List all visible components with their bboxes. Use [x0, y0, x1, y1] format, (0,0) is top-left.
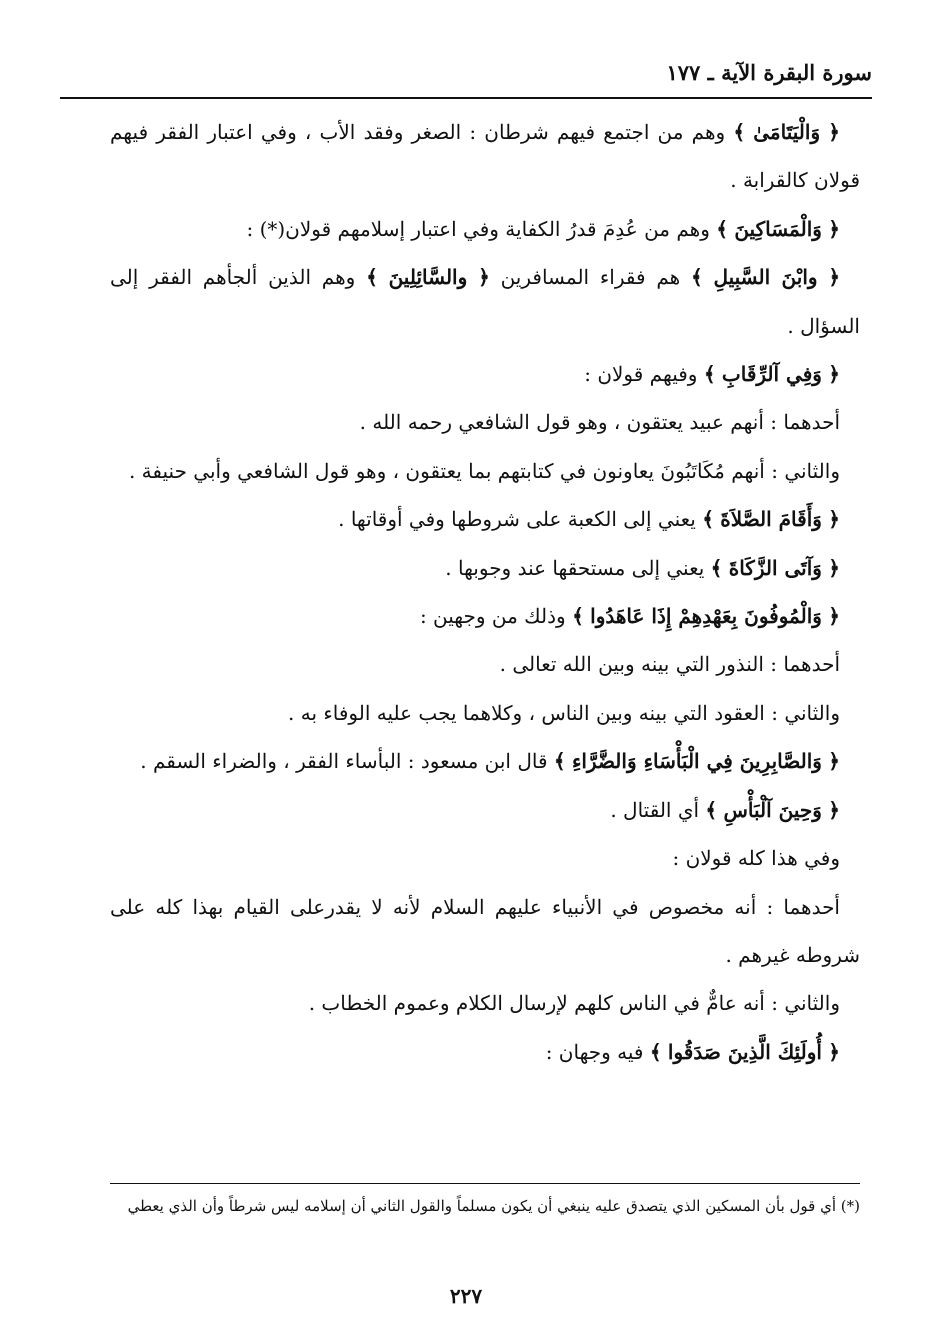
quran-quote: وَفِي آلرِّقَابِ	[721, 362, 822, 387]
quran-quote: والسَّائِلِينَ	[388, 265, 468, 290]
main-text	[110, 108, 860, 1076]
paragraph	[110, 592, 860, 640]
quran-bracket-open: ﴿	[828, 797, 840, 822]
commentary-text: وفيهم قولان :	[584, 362, 698, 387]
commentary-text: وفي هذا كله قولان :	[672, 846, 840, 871]
commentary-text: وهم من عُدِمَ قدرُ الكفاية وفي اعتبار إسلامهم قولان(*) :	[246, 216, 710, 241]
quran-bracket-open: ﴿	[828, 265, 841, 290]
paragraph	[110, 544, 860, 592]
quran-bracket-open: ﴿	[828, 507, 840, 532]
commentary-text: هم فقراء المسافرين	[500, 265, 681, 290]
quran-quote: وَالصَّابِرِينَ فِي الْبَأْسَاءِ وَالضَّرَّاءِ	[571, 749, 822, 774]
paragraph	[110, 108, 860, 205]
paragraph	[110, 205, 860, 253]
commentary-text: والثاني : أنهم مُكَاتَبُونَ يعاونون في كتابتهم بما يعتقون ، وهو قول الشافعي وأبي حنيفة .	[128, 458, 840, 483]
paragraph	[110, 834, 860, 882]
commentary-text: أحدهما : أنهم عبيد يعتقون ، وهو قول الشافعي رحمه الله .	[359, 410, 840, 435]
paragraph	[110, 786, 860, 834]
commentary-text: فيه وجهان :	[545, 1039, 644, 1064]
commentary-text: يعني إلى مستحقها عند وجوبها .	[445, 555, 705, 580]
paragraph	[110, 398, 860, 446]
quran-bracket-close: ﴾	[733, 120, 746, 144]
quran-bracket-close: ﴾	[716, 216, 728, 241]
commentary-text: وهم من اجتمع فيهم شرطان : الصغر وفقد الأب ، وفي اعتبار الفقر فيهم قولان كالقرابة .	[110, 120, 860, 193]
quran-bracket-open: ﴿	[828, 604, 840, 629]
commentary-text: وهم الذين ألجأهم الفقر إلى السؤال .	[110, 265, 860, 338]
header-title: سورة البقرة الآية ـ ١٧٧	[666, 60, 872, 85]
paragraph	[110, 979, 860, 1027]
footnote-text: (*) أي قول بأن المسكين الذي يتصدق عليه ينبغي أن يكون مسلماً والقول الثاني أن إسلامه ليس شرطاً وأن الذي يعطي	[127, 1197, 860, 1215]
quran-bracket-open: ﴿	[828, 749, 840, 774]
quran-quote: وَالْمُوفُونَ بِعَهْدِهِمْ إِذَا عَاهَدُوا	[590, 604, 822, 629]
quran-bracket-open: ﴿	[828, 362, 840, 387]
page-number: ٢٢٧	[449, 1284, 483, 1308]
quran-bracket-close: ﴾	[703, 362, 716, 387]
paragraph	[110, 640, 860, 688]
paragraph	[110, 350, 860, 398]
quran-quote: وَالْمَسَاكِينَ	[734, 216, 822, 241]
quran-bracket-close: ﴾	[649, 1039, 662, 1064]
quran-quote: وَحِينَ آلْبَأْسِ	[723, 797, 822, 822]
quran-bracket-open: ﴿	[828, 1039, 840, 1064]
commentary-text: يعني إلى الكعبة على شروطها وفي أوقاتها .	[338, 507, 696, 532]
quran-bracket-close: ﴾	[710, 555, 723, 580]
commentary-text: قال ابن مسعود : البأساء الفقر ، والضراء السقم .	[140, 749, 548, 774]
paragraph	[110, 253, 860, 350]
commentary-text: أحدهما : النذور التي بينه وبين الله تعالى .	[499, 652, 840, 677]
paragraph	[110, 883, 860, 980]
paragraph	[110, 495, 860, 543]
quran-bracket-close: ﴾	[553, 749, 566, 774]
quran-bracket-close: ﴾	[705, 797, 718, 822]
quran-bracket-open: ﴿	[478, 265, 490, 290]
quran-quote: أُولَئِكَ الَّذِينَ صَدَقُوا	[667, 1039, 822, 1064]
footnote-rule	[110, 1183, 860, 1184]
paragraph	[110, 689, 860, 737]
quran-bracket-open: ﴿	[828, 555, 840, 580]
running-header	[62, 58, 872, 88]
quran-quote: وَأَقَامَ الصَّلاَةَ	[720, 507, 822, 532]
commentary-text: أحدهما : أنه مخصوص في الأنبياء عليهم السلام لأنه لا يقدرعلى القيام بهذا كله على شروطه غيرهم .	[110, 894, 860, 967]
quran-quote: وَالْيَتَامَىٰ	[753, 120, 821, 144]
paragraph	[110, 737, 860, 785]
quran-bracket-close: ﴾	[690, 265, 703, 290]
commentary-text: وذلك من وجهين :	[419, 604, 566, 629]
quran-bracket-open: ﴿	[828, 216, 840, 241]
quran-quote: وَآتَى الزَّكَاةَ	[728, 555, 822, 580]
header-rule	[60, 97, 872, 99]
quran-bracket-close: ﴾	[702, 507, 714, 532]
paragraph	[110, 1028, 860, 1076]
footnote	[110, 1192, 860, 1220]
paragraph	[110, 447, 860, 495]
quran-bracket-close: ﴾	[572, 604, 584, 629]
commentary-text: والثاني : أنه عامٌّ في الناس كلهم لإرسال الكلام وعموم الخطاب .	[308, 991, 840, 1016]
commentary-text: والثاني : العقود التي بينه وبين الناس ، وكلاهما يجب عليه الوفاء به .	[288, 700, 840, 725]
quran-bracket-close: ﴾	[366, 265, 378, 290]
quran-bracket-open: ﴿	[828, 120, 840, 144]
quran-quote: وابْنَ السَّبِيلِ	[713, 265, 818, 290]
commentary-text: أي القتال .	[610, 797, 700, 822]
